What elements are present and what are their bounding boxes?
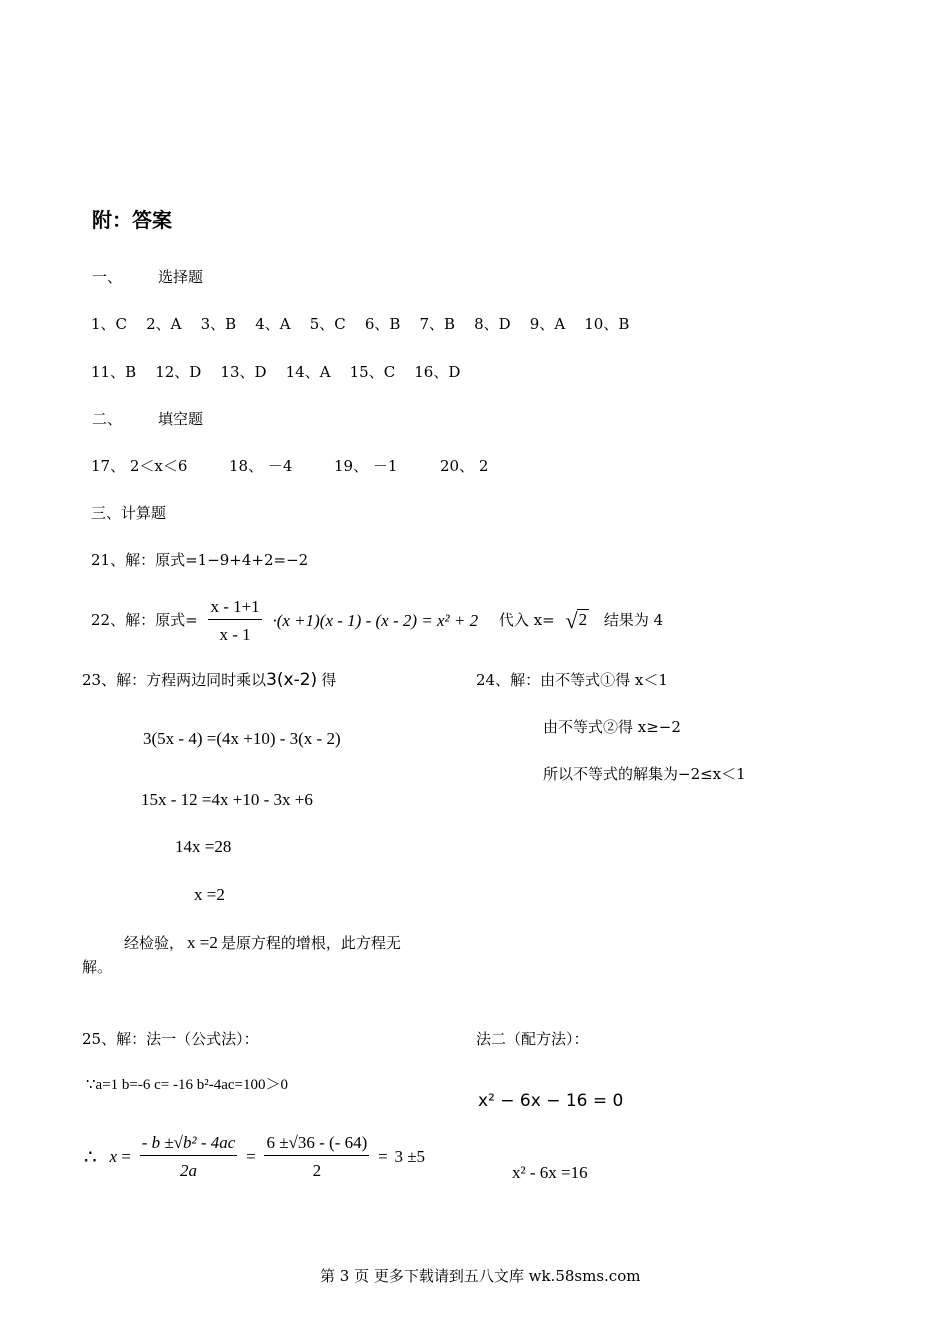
q25-fraction-2: [264, 1134, 369, 1179]
q25-method-2-step-2: x² - 6x =16: [512, 1163, 588, 1182]
choice-answer: 4、A: [255, 315, 291, 333]
answer-24-line-2: 由不等式②得 x≥−2: [543, 718, 681, 736]
q22-numerator: x - 1+1: [208, 598, 261, 620]
q25-fraction-1-numerator: - b ±√b² - 4ac: [140, 1134, 238, 1156]
q25-eq-2: =: [378, 1147, 388, 1166]
choice-answer: 16、D: [414, 363, 461, 381]
fill-answer: 18、 －4: [229, 457, 293, 475]
q25-result: 3 ±5: [394, 1147, 426, 1166]
choice-answer: 5、C: [309, 315, 346, 333]
q23-lead: 23、解：方程两边同时乘以: [82, 671, 267, 689]
q25-eq-1: =: [246, 1147, 256, 1166]
choice-answer: 15、C: [349, 363, 396, 381]
q23-step-4: x =2: [194, 885, 225, 904]
answer-25-head: 25、解：法一（公式法）：: [82, 1030, 259, 1048]
q22-expression: ·(x +1)(x - 1) - (x - 2) = x² + 2: [272, 611, 479, 630]
q23-tail: 得: [321, 671, 337, 689]
q25-given: ∵a=1 b=-6 c= -16 b²-4ac=100＞0: [86, 1077, 288, 1093]
choice-answers-row-1: [91, 317, 629, 332]
fill-answer: 17、 2＜x＜6: [91, 457, 188, 475]
section-3-heading: 三、计算题: [91, 504, 167, 522]
q25-fraction-2-denominator: 2: [312, 1161, 322, 1180]
choice-answer: 10、B: [584, 315, 630, 333]
fill-answer: 19、 －1: [334, 457, 398, 475]
choice-answer: 1、C: [91, 315, 128, 333]
choice-answer: 3、B: [200, 315, 237, 333]
q22-fraction: [208, 598, 261, 643]
q25-x-eq: x =: [109, 1147, 131, 1166]
q23-check-end: 解。: [82, 958, 113, 976]
choice-answer: 8、D: [474, 315, 511, 333]
q25-fraction-1: [140, 1134, 238, 1179]
answer-22: [91, 598, 663, 643]
page-title: 附：答案: [92, 208, 172, 232]
q23-multiplier: 3(x-2): [266, 670, 318, 690]
therefore-symbol: ∴: [84, 1144, 97, 1169]
choice-answer: 9、A: [529, 315, 566, 333]
page-footer: 第 3 页 更多下载请到五八文库 wk.58sms.com: [320, 1267, 641, 1285]
q25-formula: [84, 1134, 425, 1179]
choice-answer: 14、A: [285, 363, 331, 381]
q25-fraction-1-denominator: 2a: [180, 1161, 197, 1180]
answer-23-intro: [82, 672, 336, 689]
choice-answer: 13、D: [220, 363, 267, 381]
choice-answer: 6、B: [364, 315, 401, 333]
q23-check: [124, 934, 401, 951]
q25-method-2-step-1: x² − 6x − 16 = 0: [478, 1091, 624, 1111]
q22-sqrt: √2: [565, 608, 588, 633]
section-2-label: 填空题: [158, 410, 204, 428]
answer-21: 21、解：原式=1−9+4+2=−2: [91, 551, 309, 569]
q23-check-text: 是原方程的增根，此方程无: [220, 934, 401, 952]
q23-check-lead: 经检验，: [124, 934, 185, 952]
choice-answer: 11、B: [91, 363, 137, 381]
choice-answer: 2、A: [146, 315, 182, 333]
choice-answers-row-2: [91, 365, 460, 380]
q23-step-1: 3(5x - 4) =(4x +10) - 3(x - 2): [143, 729, 341, 748]
q22-result: 结果为 4: [603, 611, 664, 629]
q25-fraction-2-numerator: 6 ±√36 - (- 64): [264, 1134, 369, 1156]
choice-answer: 7、B: [419, 315, 456, 333]
answer-24-line-1: 24、解：由不等式①得 x＜1: [476, 671, 668, 689]
q23-check-equation: x =2: [187, 933, 218, 952]
q22-prefix: 22、解：原式=: [91, 611, 198, 629]
answer-25-method-2-head: 法二（配方法）：: [476, 1030, 589, 1048]
answer-24-line-3: 所以不等式的解集为−2≤x＜1: [543, 765, 746, 783]
section-2-number: 二、: [92, 410, 123, 428]
q23-step-3: 14x =28: [175, 837, 232, 856]
section-1-number: 一、: [92, 268, 123, 286]
choice-answer: 12、D: [155, 363, 202, 381]
section-1-label: 选择题: [158, 268, 204, 286]
q22-substitute-label: 代入 x=: [498, 611, 555, 629]
q23-step-2: 15x - 12 =4x +10 - 3x +6: [141, 790, 313, 809]
q22-denominator: x - 1: [219, 625, 251, 644]
fill-answer: 20、 2: [440, 457, 489, 475]
